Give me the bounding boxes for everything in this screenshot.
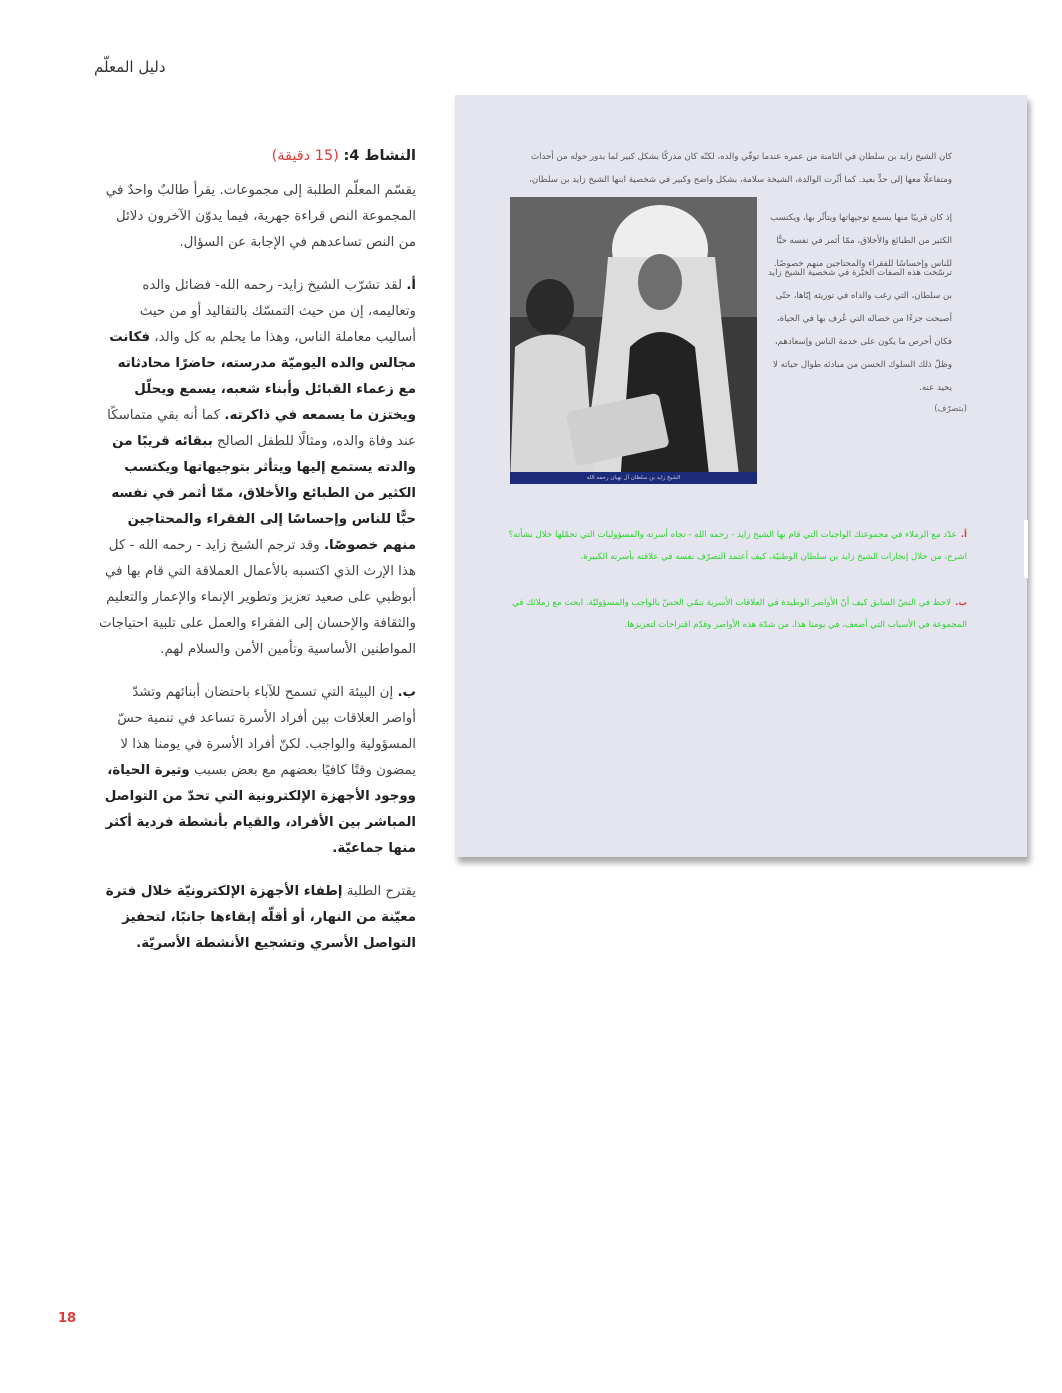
question-a	[505, 524, 967, 568]
part-a-text-3: وقد ترجم الشيخ زايد - رحمه الله - كل هذا الإرث الذي اكتسبه بالأعمال العملاقة التي قام بها في أبوظبي على صعيد تعزيز وتطوير الإنماء والإعمار والتعليم والثقافة والإحسان إلى الفقراء والعمل على تلبية احتياجات المواطنين الأساسية وتأمين الأمن والسلام لهم.	[99, 538, 416, 657]
panel-paragraph-top: كان الشيخ زايد بن سلطان في الثامنة من عمره عندما توفّي والده، لكنّه كان مدركًا بشكل كبير لما يدور حوله من أحداث ومتفاعلًا معها إلى حدٍّ بعيد. كما أثّرت الوالدة، الشيخة سلامة، بشكل واضح وكبير في شخصية ابنها الشيخ زايد بن سلطان،	[529, 152, 952, 185]
question-b-label: ب.	[955, 598, 967, 608]
part-a-label: أ.	[406, 278, 416, 293]
part-a-bold-2: ببقائه قريبًا من والدته يستمع إليها ويتأثر بتوجيهاتها ويكتسب الكثير من الطبائع والأخلاق، ممّا أثمر في نفسه حبًّا للناس وإحساسًا إلى الفقراء والمحتاجين منهم خصوصًا.	[111, 434, 416, 553]
sheikh-zayed-photo	[510, 197, 757, 484]
panel-paragraph-side: إذ كان قريبًا منها يسمع توجيهاتها ويتأثّر بها، ويكتسب الكثير من الطبائع والأخلاق، ممّا أثمر في نفسه حبًّا للناس وإحساسًا للفقراء والمحتاجين منهم خصوصًا.	[770, 213, 952, 269]
page-header-title: دليل المعلّم	[94, 58, 166, 76]
panel-paragraph-2: ترسّخت هذه الصفات الخيّرة في شخصية الشيخ زايد بن سلطان، التي رغب والداه في توريثه إيّاها، حتّى أصبحت جزءًا من خصاله التي عُرف بها في الحياة، فكان أحرص ما يكون على خدمة الناس وإسعادهم، وظلّ ذلك السلوك الحسن من مبادئه طوال حياته لا يحيد عنه.	[768, 268, 952, 393]
activity-title	[96, 144, 416, 168]
activity-title-bold: النشاط 4:	[343, 148, 416, 164]
part-a-text-1: لقد تشرّب الشيخ زايد- رحمه الله- فضائل والده وتعاليمه، إن من حيث التمسّك بالتقاليد أو من حيث أساليب معاملة الناس، وهذا ما يحلم به كل والد،	[139, 278, 416, 345]
photo-illustration	[510, 197, 757, 484]
panel-edge-tab	[1024, 520, 1028, 578]
photo-caption: الشيخ زايد بن سلطان آل نهيان رحمه الله	[510, 472, 757, 484]
activity-column	[96, 144, 416, 974]
part-c-text-1: يقترح الطلبة	[342, 884, 416, 899]
part-c-bold-1: إطفاء الأجهزة الإلكترونيّة خلال فترة معيّنة من النهار، أو أقلّه إبقاءها جانبًا، لتحفيز التواصل الأسري وتشجيع الأنشطة الأسريّة.	[105, 884, 416, 951]
activity-duration: (15 دقيقة)	[271, 148, 344, 164]
activity-part-a	[96, 273, 416, 663]
question-a-label: أ.	[960, 530, 967, 540]
activity-part-b	[96, 680, 416, 862]
activity-part-c	[96, 879, 416, 957]
question-a-text: عدّد مع الزملاء في مجموعتك الواجبات التي قام بها الشيخ زايد - رحمه الله - تجاه أسرته والمسؤوليات التي تحمّلها خلال نشأته؟ اشرح، من خلال إنجازات الشيخ زايد بن سلطان الوطنيّة، كيف أعتمد التصرّف نفسه في علاقته بأسرته الكبيرة.	[508, 530, 967, 562]
page-number: 18	[58, 1311, 77, 1326]
part-b-text-1: إن البيئة التي تسمح للآباء باحتضان أبنائهم وتشدّ أواصر العلاقات بين أفراد الأسرة تساعد في تنمية حسّ المسؤولية والواجب. لكنّ أفراد الأسرة في يومنا هذا لا يمضون وقتًا كافيًا بعضهم مع بعض بسبب	[117, 685, 416, 778]
question-b-text: لاحظ في النصّ السابق كيف أنّ الأواصر الوطيدة في العلاقات الأسرية تنمّي الحسّ بالواجب والمسؤوليّة. ابحث مع زملائك في المجموعة في الأسباب التي أضعف، في يومنا هذا، من شدّة هذه الأواصر وقدّم اقتراحات لتعزيزها.	[512, 598, 967, 630]
part-b-label: ب.	[397, 685, 416, 700]
activity-intro: يقسّم المعلّم الطلبة إلى مجموعات. يقرأ طالبٌ واحدٌ في المجموعة النص قراءة جهرية، فيما يدوّن الآخرون دلائل من النص تساعدهم في الإجابة عن السؤال.	[105, 183, 416, 250]
question-b	[505, 592, 967, 636]
part-a-bold-1: فكانت مجالس والده اليوميّة مدرسته، حاضرًا محادثاته مع زعماء القبائل وأبناء شعبه، يسمع ويحلّل ويختزن ما يسمعه في ذاكرته.	[109, 330, 416, 423]
part-a-text-2: كما أنه بقي متماسكًا عند وفاة والده، ومثالًا للطفل الصالح	[107, 408, 416, 449]
part-b-bold-1: وتيرة الحياة، ووجود الأجهزة الإلكترونية التي تحدّ من التواصل المباشر بين الأفراد، والقيام بأنشطة فردية أكثر منها جماعيّة.	[104, 763, 416, 856]
panel-source-note: (بتصرّف)	[934, 404, 967, 414]
